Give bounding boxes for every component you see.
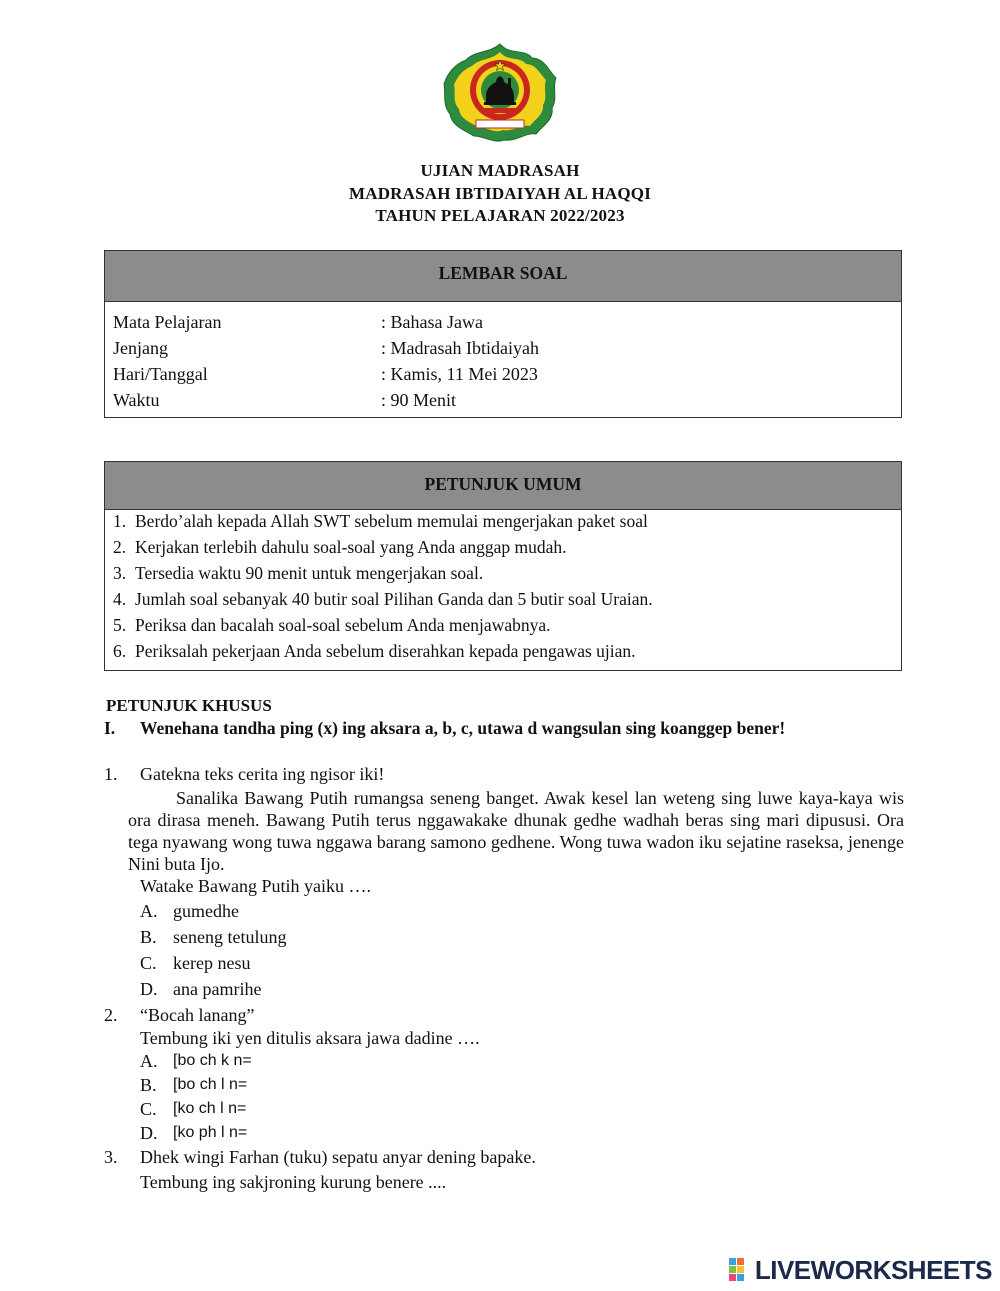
rule-text: Jumlah soal sebanyak 40 butir soal Pilihan Ganda dan 5 butir soal Uraian. xyxy=(135,589,653,609)
question-intro: “Bocah lanang” xyxy=(140,1005,255,1025)
option-text: [bo ch l n= xyxy=(173,1076,248,1093)
rule-item xyxy=(113,589,653,610)
header-line-1: UJIAN MADRASAH xyxy=(420,161,580,180)
brand-name: LIVEWORKSHEETS xyxy=(754,1254,992,1285)
info-value: : Madrasah Ibtidaiyah xyxy=(381,338,539,358)
petunjuk-khusus-title: PETUNJUK KHUSUS xyxy=(106,696,272,715)
option-text: kerep nesu xyxy=(173,953,251,973)
madrasah-emblem-icon xyxy=(440,42,560,146)
liveworksheets-logo-icon xyxy=(729,1258,753,1282)
rule-item xyxy=(113,615,551,636)
header-line-3: TAHUN PELAJARAN 2022/2023 xyxy=(375,206,625,225)
option-letter: D. xyxy=(140,1123,158,1143)
header-line-2: MADRASAH IBTIDAIYAH AL HAQQI xyxy=(348,184,652,203)
option-letter: A. xyxy=(140,1051,158,1071)
info-value: : 90 Menit xyxy=(381,390,456,410)
option-letter: C. xyxy=(140,1099,157,1119)
rule-text: Tersedia waktu 90 menit untuk mengerjakan soal. xyxy=(135,563,484,583)
option-letter: C. xyxy=(140,953,157,973)
question-intro: Dhek wingi Farhan (tuku) sepatu anyar dening bapake. xyxy=(140,1147,536,1167)
liveworksheets-brand[interactable] xyxy=(729,1254,992,1285)
rule-number: 6. xyxy=(113,641,127,661)
rule-text: Periksa dan bacalah soal-soal sebelum Anda menjawabnya. xyxy=(135,615,551,635)
rule-number: 1. xyxy=(113,511,127,531)
rule-text: Periksalah pekerjaan Anda sebelum diserahkan kepada pengawas ujian. xyxy=(135,641,636,661)
rule-item xyxy=(113,641,636,662)
rule-number: 2. xyxy=(113,537,127,557)
info-label: Hari/Tanggal xyxy=(113,364,208,384)
question-passage: Sanalika Bawang Putih rumangsa seneng banget. Awak kesel lan weteng sing luwe kaya-kaya wis ora dirasa meneh. Bawang Putih terus nggawakake dhunak gedhe wadhah beras sing mari dipususi. Ora tega nyawang wong tuwa nggawa barang samono gedhene. Wong tuwa wadon iku sejatine raseksa, jenenge Nini buta Ijo. xyxy=(128,788,904,874)
rule-text: Kerjakan terlebih dahulu soal-soal yang Anda anggap mudah. xyxy=(135,537,567,557)
option-letter: D. xyxy=(140,979,158,999)
question-number: 2. xyxy=(104,1005,118,1025)
section-instruction: Wenehana tandha ping (x) ing aksara a, b, c, utawa d wangsulan sing koanggep bener! xyxy=(140,718,786,738)
rule-number: 4. xyxy=(113,589,127,609)
section-number: I. xyxy=(104,718,116,738)
option-text: [ko ch l n= xyxy=(173,1100,247,1117)
question-number: 3. xyxy=(104,1147,118,1167)
question-prompt: Watake Bawang Putih yaiku …. xyxy=(140,876,372,896)
rule-text: Berdo’alah kepada Allah SWT sebelum memulai mengerjakan paket soal xyxy=(135,511,648,531)
question-number: 1. xyxy=(104,764,118,784)
question-prompt: Tembung ing sakjroning kurung benere .... xyxy=(140,1172,447,1192)
info-value: : Bahasa Jawa xyxy=(381,312,483,332)
madrasah-logo xyxy=(440,42,560,146)
option-letter: B. xyxy=(140,1075,157,1095)
question-intro: Gatekna teks cerita ing ngisor iki! xyxy=(140,764,385,784)
rule-number: 3. xyxy=(113,563,127,583)
option-text: seneng tetulung xyxy=(173,927,287,947)
option-letter: A. xyxy=(140,901,158,921)
option-text: [bo ch k n= xyxy=(173,1052,252,1069)
info-label: Mata Pelajaran xyxy=(113,312,222,332)
option-text: gumedhe xyxy=(173,901,239,921)
option-letter: B. xyxy=(140,927,157,947)
rule-item xyxy=(113,537,567,558)
rule-item xyxy=(113,563,483,584)
rule-number: 5. xyxy=(113,615,127,635)
info-label: Waktu xyxy=(113,390,160,410)
petunjuk-umum-box xyxy=(104,461,902,671)
info-value: : Kamis, 11 Mei 2023 xyxy=(381,364,538,384)
option-text: [ko ph l n= xyxy=(173,1124,248,1141)
petunjuk-umum-title: PETUNJUK UMUM xyxy=(105,462,901,510)
lembar-soal-title: LEMBAR SOAL xyxy=(105,251,901,302)
info-label: Jenjang xyxy=(113,338,168,358)
question-prompt: Tembung iki yen ditulis aksara jawa dadine …. xyxy=(140,1028,480,1048)
rule-item xyxy=(113,511,648,532)
lembar-soal-box xyxy=(104,250,902,418)
option-text: ana pamrihe xyxy=(173,979,262,999)
